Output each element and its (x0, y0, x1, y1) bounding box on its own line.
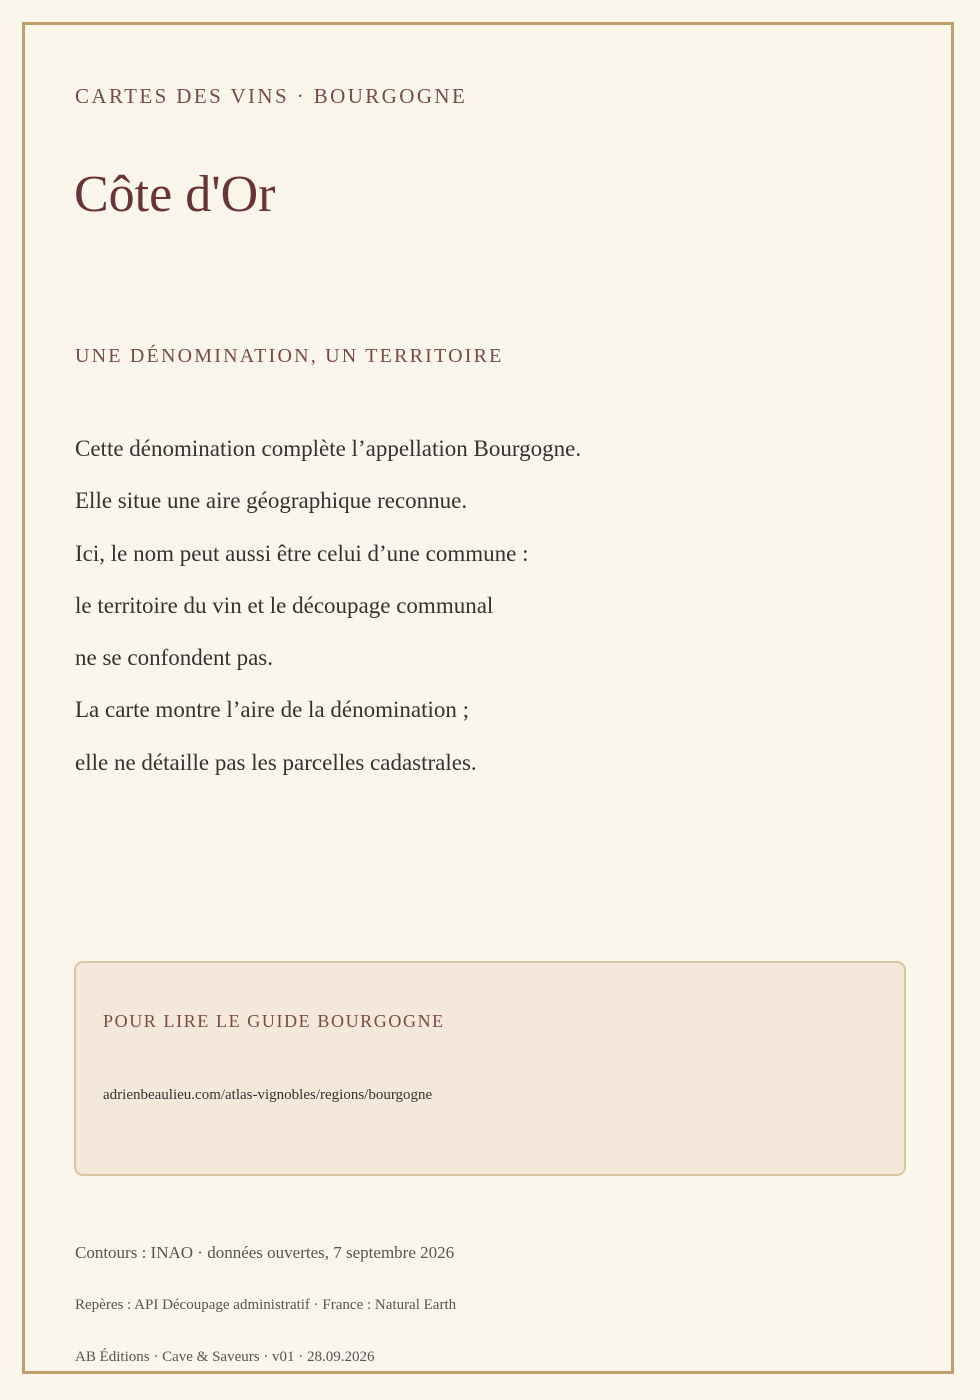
description-line: Cette dénomination complète l’appellation Bourgogne. (75, 436, 582, 461)
credit-landmarks: Repères : API Découpage administratif · France : Natural Earth (75, 1297, 457, 1313)
guide-heading: POUR LIRE LE GUIDE BOURGOGNE (103, 1011, 445, 1031)
section-heading: UNE DÉNOMINATION, UN TERRITOIRE (75, 345, 504, 367)
description-line: Ici, le nom peut aussi être celui d’une commune : (75, 540, 529, 566)
credit-publisher: AB Éditions · Cave & Saveurs · v01 · 28.09.2026 (75, 1349, 375, 1365)
credit-sources: Contours : INAO · données ouvertes, 7 septembre 2026 (75, 1243, 455, 1262)
page-title: Côte d'Or (74, 166, 276, 223)
guide-callout (74, 961, 906, 1176)
description-line: elle ne détaille pas les parcelles cadastrales. (75, 749, 477, 775)
description-line: le territoire du vin et le découpage communal (75, 592, 494, 618)
credits (75, 1242, 456, 1370)
description-line: La carte montre l’aire de la dénomination ; (75, 697, 470, 723)
description-text (75, 432, 581, 798)
description-line: ne se confondent pas. (75, 645, 273, 671)
series-kicker: CARTES DES VINS · BOURGOGNE (75, 84, 468, 108)
guide-link[interactable]: adrienbeaulieu.com/atlas-vignobles/regions/bourgogne (103, 1087, 433, 1103)
description-line: Elle situe une aire géographique reconnue. (75, 488, 468, 514)
